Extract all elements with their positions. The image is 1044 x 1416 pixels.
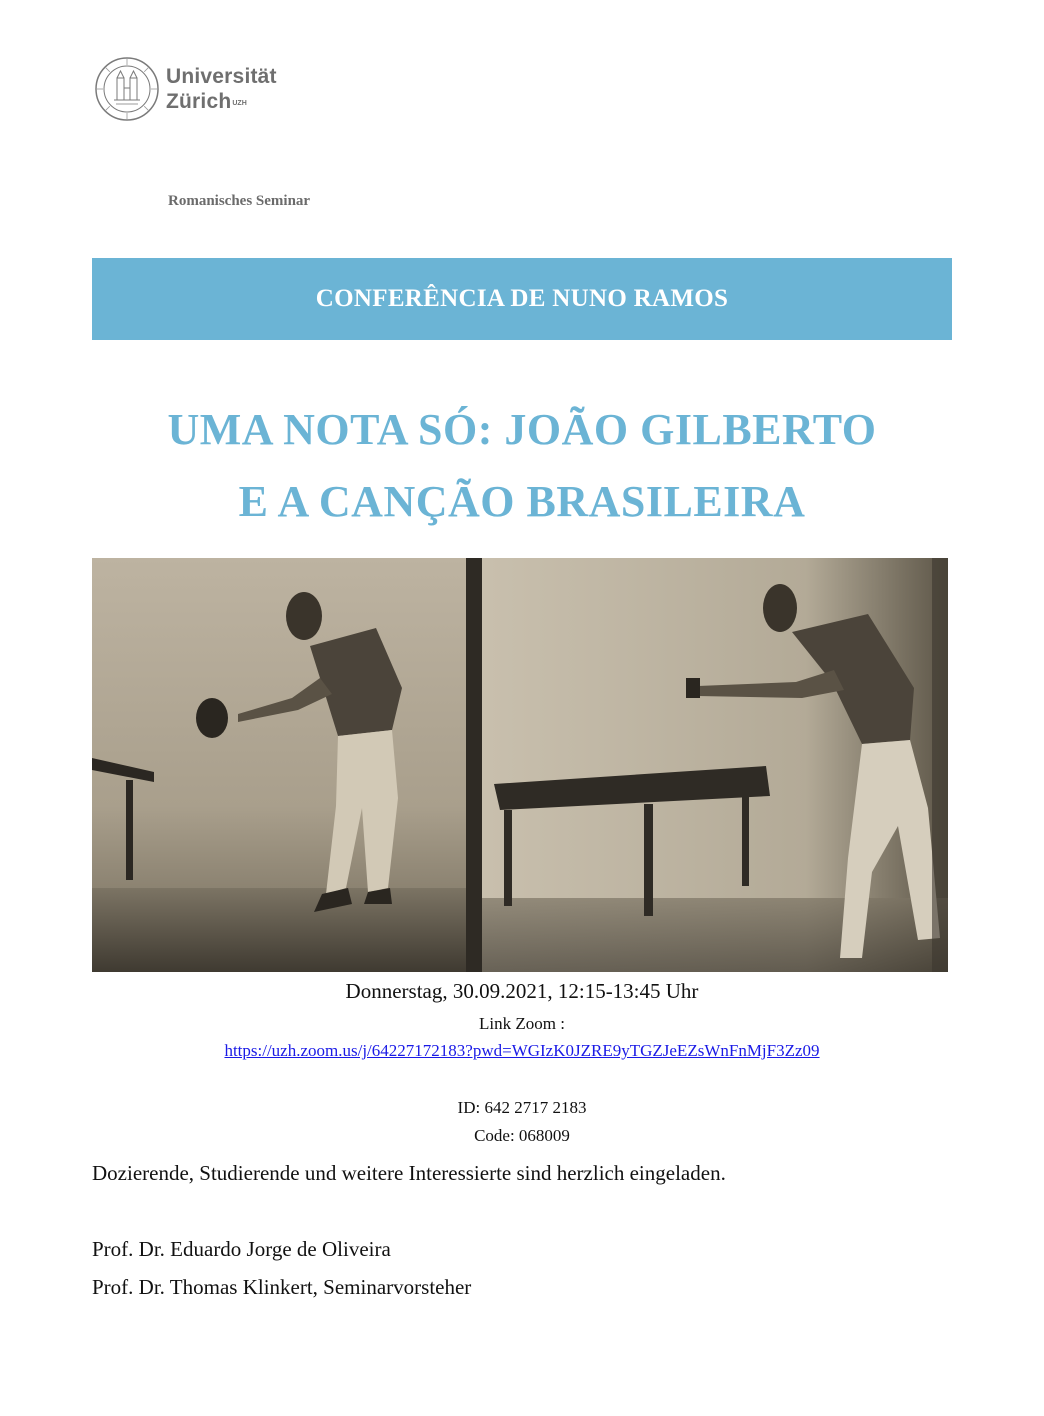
zoom-link[interactable]: https://uzh.zoom.us/j/64227172183?pwd=WGIzK0JZRE9yTGZJeEZsWnFnMjF3Zz09: [224, 1041, 820, 1060]
signature-1: Prof. Dr. Eduardo Jorge de Oliveira: [92, 1237, 391, 1261]
signature-2: Prof. Dr. Thomas Klinkert, Seminarvorsteher: [92, 1275, 472, 1299]
zoom-link-container: [0, 1041, 1044, 1061]
university-name-city: Zürich: [166, 90, 232, 113]
banner-title: CONFERÊNCIA DE NUNO RAMOS: [315, 285, 729, 312]
event-date-time: Donnerstag, 30.09.2021, 12:15-13:45 Uhr: [345, 979, 699, 1003]
lecture-title-line1: UMA NOTA SÓ: JOÃO GILBERTO: [167, 405, 877, 454]
event-banner: [92, 258, 952, 340]
university-logo: [94, 56, 277, 122]
invitation-text: Dozierende, Studierende und weitere Interessierte sind herzlich eingeladen.: [92, 1161, 726, 1185]
meeting-code: Code: 068009: [474, 1126, 570, 1145]
university-name-line1: Universität: [166, 65, 277, 88]
university-abbrev: UZH: [232, 100, 247, 107]
event-photo: [92, 558, 948, 972]
meeting-id: ID: 642 2717 2183: [457, 1098, 587, 1117]
university-seal-icon: [94, 56, 160, 122]
university-name-line2: [166, 89, 277, 114]
zoom-link-label: Link Zoom :: [479, 1014, 565, 1033]
lecture-title: [0, 394, 1044, 538]
lecture-title-line2: E A CANÇÃO BRASILEIRA: [238, 477, 806, 526]
university-name: [166, 64, 277, 114]
department-name: Romanisches Seminar: [168, 193, 311, 209]
